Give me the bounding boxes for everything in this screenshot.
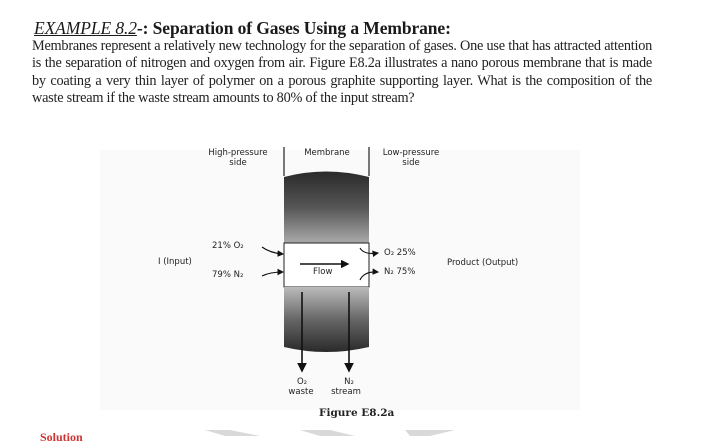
high-pressure-line2: side bbox=[229, 158, 247, 168]
low-pressure-line1: Low-pressure bbox=[382, 148, 440, 158]
figure-caption: Figure E8.2a bbox=[319, 407, 395, 419]
high-pressure-label bbox=[195, 148, 281, 168]
input-n2-label: 79% N₂ bbox=[212, 270, 244, 280]
top-support-layer bbox=[284, 172, 369, 244]
high-pressure-line1: High-pressure bbox=[208, 148, 268, 158]
problem-text: Membranes represent a relatively new technology for the separation of gases. One use that has attracted attention is the separation of nitrogen and oxygen from air. Figure E8.2a illustrates a nano porous membrane that is made by coating a very thin layer of polymer on a porous graphite supporting layer. What is the composition of the waste stream if the waste stream amounts to 80% of the input stream? bbox=[32, 38, 652, 107]
waste-o2-label: O₂ bbox=[296, 377, 308, 387]
input-o2-label: 21% O₂ bbox=[212, 241, 244, 251]
product-label: Product (Output) bbox=[447, 258, 519, 268]
product-n2-label: N₂ 75% bbox=[384, 267, 416, 277]
bottom-support-layer bbox=[284, 287, 369, 352]
membrane-label: Membrane bbox=[304, 148, 350, 158]
flow-label: Flow bbox=[313, 267, 333, 277]
stream-word: stream bbox=[331, 387, 361, 397]
input-label: I (Input) bbox=[158, 257, 192, 267]
low-pressure-label bbox=[371, 148, 451, 168]
solution-heading: Solution bbox=[40, 430, 83, 444]
product-o2-label: O₂ 25% bbox=[384, 248, 416, 258]
waste-word: waste bbox=[288, 387, 314, 397]
waste-n2-label: N₂ bbox=[344, 377, 354, 387]
example-separator: -: bbox=[136, 18, 153, 38]
example-title: Separation of Gases Using a Membrane: bbox=[152, 18, 451, 38]
example-label: EXAMPLE 8.2 bbox=[34, 18, 137, 38]
low-pressure-line2: side bbox=[402, 158, 420, 168]
